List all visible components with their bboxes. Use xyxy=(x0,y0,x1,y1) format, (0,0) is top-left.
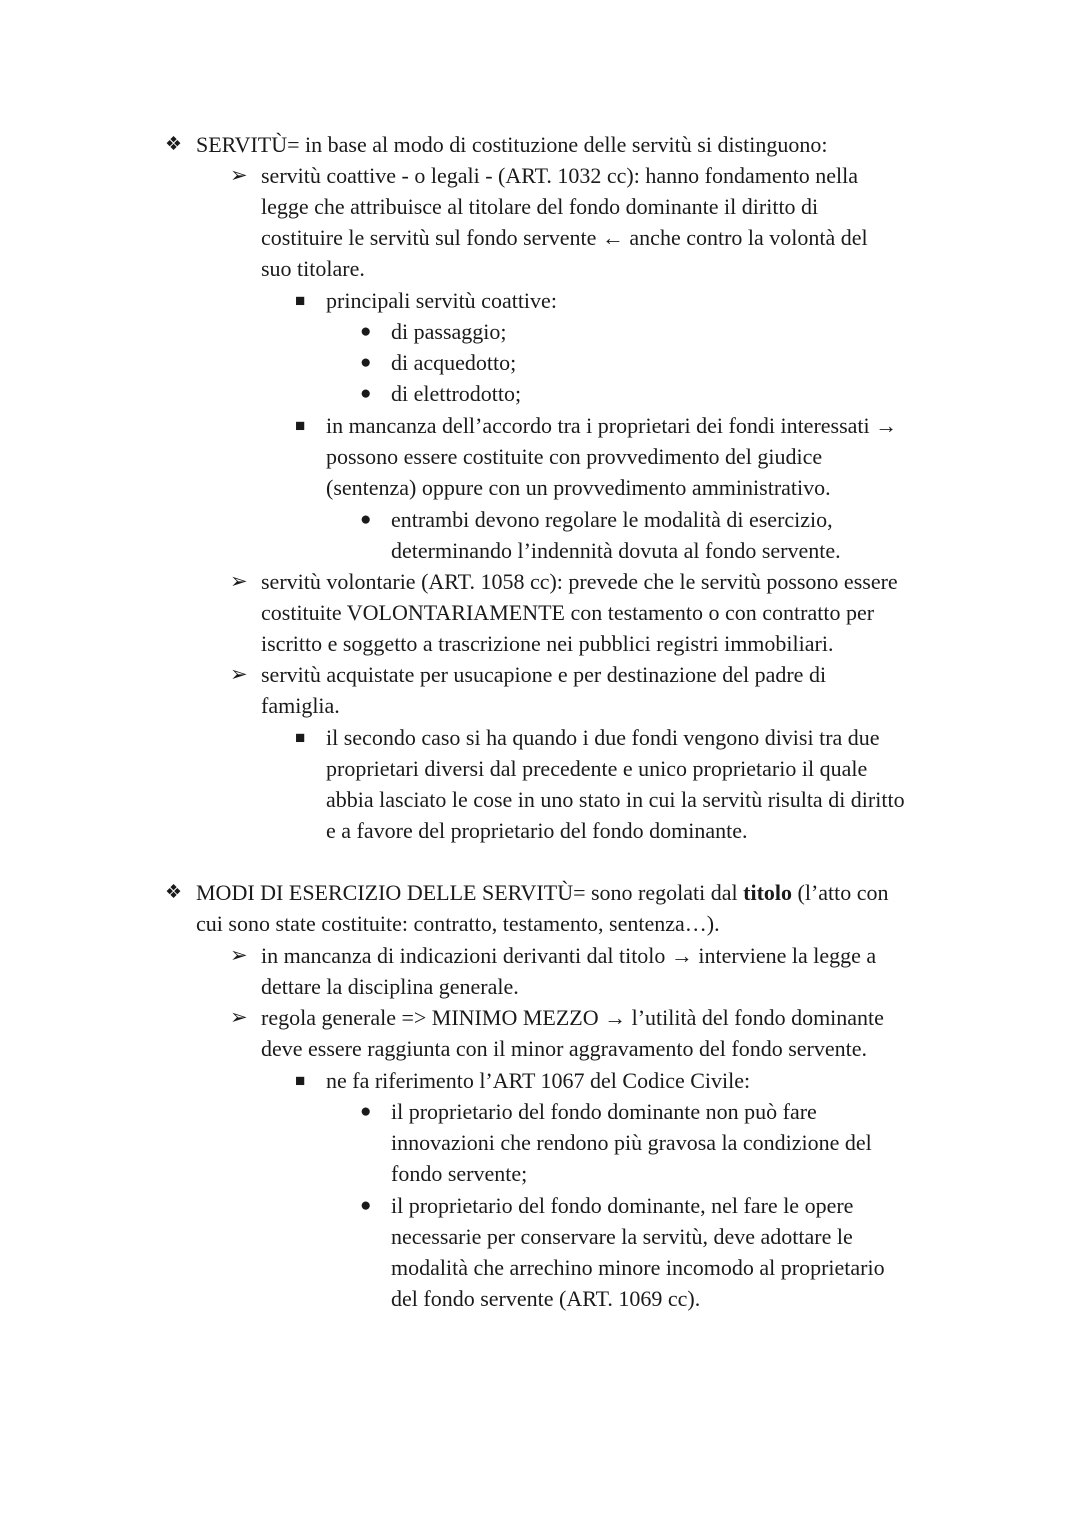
dot-bullet-icon: ● xyxy=(360,1195,372,1216)
riferimento-line: ne fa riferimento l’ART 1067 del Codice Civile: xyxy=(326,1068,751,1093)
dot-bullet-icon: ● xyxy=(360,352,372,373)
arrow-bullet-icon: ➢ xyxy=(230,943,248,967)
mancanza-titolo-line: dettare la disciplina generale. xyxy=(261,974,519,999)
item1-line: il proprietario del fondo dominante non può fare xyxy=(391,1099,817,1124)
square-bullet-icon: ■ xyxy=(295,728,306,747)
secondo-caso-line: il secondo caso si ha quando i due fondi vengono divisi tra due xyxy=(326,725,880,750)
arrow-bullet-icon: ➢ xyxy=(230,569,248,593)
dot-bullet-icon: ● xyxy=(360,509,372,530)
item2-line: necessarie per conservare la servitù, deve adottare le xyxy=(391,1224,853,1249)
arrow-bullet-icon: ➢ xyxy=(230,662,248,686)
mancanza-line: possono essere costituite con provvedimento del giudice xyxy=(326,444,823,469)
square-bullet-icon: ■ xyxy=(295,416,306,435)
section1-heading: SERVITÙ= in base al modo di costituzione delle servitù si distinguono: xyxy=(196,132,828,157)
arrow-bullet-icon: ➢ xyxy=(230,1005,248,1029)
arrow-bullet-icon: ➢ xyxy=(230,163,248,187)
item2-line: del fondo servente (ART. 1069 cc). xyxy=(391,1286,701,1311)
regola-line: regola generale => MINIMO MEZZO → l’utilità del fondo dominante xyxy=(261,1005,884,1030)
coattive-line: servitù coattive - o legali - (ART. 1032 cc): hanno fondamento nella xyxy=(261,163,858,188)
entrambi-line: determinando l’indennità dovuta al fondo servente. xyxy=(391,538,841,563)
square-bullet-icon: ■ xyxy=(295,291,306,310)
item2-line: modalità che arrechino minore incomodo al proprietario xyxy=(391,1255,885,1280)
section2-heading-pre: MODI DI ESERCIZIO DELLE SERVITÙ= sono regolati dal xyxy=(196,880,744,905)
volontarie-line: iscritto e soggetto a trascrizione nei pubblici registri immobiliari. xyxy=(261,631,834,656)
dot-bullet-icon: ● xyxy=(360,321,372,342)
section2-heading-post: (l’atto con xyxy=(792,880,889,905)
diamond-bullet-icon: ❖ xyxy=(165,134,183,155)
dot-bullet-icon: ● xyxy=(360,383,372,404)
usucapione-line: servitù acquistate per usucapione e per destinazione del padre di xyxy=(261,662,827,687)
section2-heading-line2: cui sono state costituite: contratto, testamento, sentenza…). xyxy=(196,911,720,936)
entrambi-line: entrambi devono regolare le modalità di esercizio, xyxy=(391,507,833,532)
titolo-bold: titolo xyxy=(743,880,793,905)
secondo-caso-line: abbia lasciato le cose in uno stato in cui la servitù risulta di diritto xyxy=(326,787,905,812)
mancanza-line: (sentenza) oppure con un provvedimento amministrativo. xyxy=(326,475,831,500)
principali-item: di acquedotto; xyxy=(391,350,517,375)
dot-bullet-icon: ● xyxy=(360,1101,372,1122)
volontarie-line: costituite VOLONTARIAMENTE con testamento o con contratto per xyxy=(261,600,875,625)
principali-item: di elettrodotto; xyxy=(391,381,522,406)
diamond-bullet-icon: ❖ xyxy=(165,882,183,903)
mancanza-line: in mancanza dell’accordo tra i proprietari dei fondi interessati → xyxy=(326,413,898,438)
principali-line: principali servitù coattive: xyxy=(326,288,557,313)
item1-line: innovazioni che rendono più gravosa la condizione del xyxy=(391,1130,872,1155)
coattive-line: suo titolare. xyxy=(261,256,365,281)
item1-line: fondo servente; xyxy=(391,1161,528,1186)
item2-line: il proprietario del fondo dominante, nel fare le opere xyxy=(391,1193,854,1218)
volontarie-line: servitù volontarie (ART. 1058 cc): prevede che le servitù possono essere xyxy=(261,569,898,594)
secondo-caso-line: e a favore del proprietario del fondo dominante. xyxy=(326,818,748,843)
principali-item: di passaggio; xyxy=(391,319,507,344)
section2-heading xyxy=(196,877,889,908)
coattive-line: legge che attribuisce al titolare del fondo dominante il diritto di xyxy=(261,194,819,219)
coattive-line: costituire le servitù sul fondo servente ← anche contro la volontà del xyxy=(261,225,868,250)
square-bullet-icon: ■ xyxy=(295,1071,306,1090)
mancanza-titolo-line: in mancanza di indicazioni derivanti dal titolo → interviene la legge a xyxy=(261,943,877,968)
usucapione-line: famiglia. xyxy=(261,693,340,718)
secondo-caso-line: proprietari diversi dal precedente e unico proprietario il quale xyxy=(326,756,868,781)
regola-line: deve essere raggiunta con il minor aggravamento del fondo servente. xyxy=(261,1036,867,1061)
